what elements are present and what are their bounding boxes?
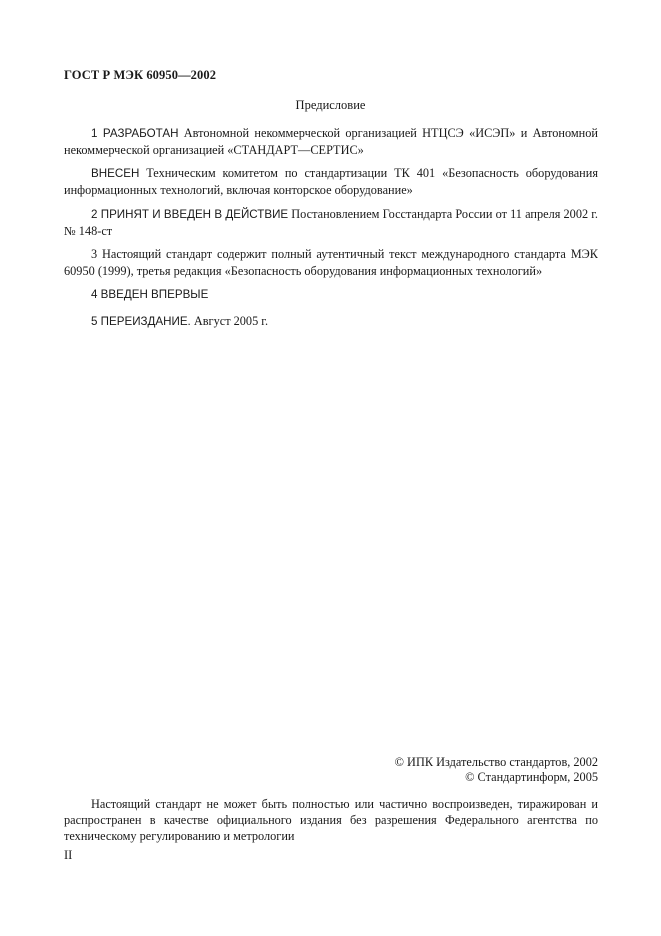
paragraph-text: Август 2005 г. — [190, 314, 269, 328]
paragraph-lead: ВНЕСЕН — [91, 167, 140, 180]
paragraph-adopted — [64, 206, 598, 239]
page-number: II — [64, 848, 73, 862]
paragraph-first-introduced — [64, 286, 598, 303]
reproduction-notice: Настоящий стандарт не может быть полностью или частично воспроизведен, тиражирован и распространен в качестве официального издания без разрешения Федерального агентства по техническому регулированию и метрологии — [64, 797, 598, 843]
copyright-line-standartinform: © Стандартинформ, 2005 — [465, 770, 598, 784]
paragraph-introduced — [64, 165, 598, 198]
paragraph-text: Постановлением Госстандарта России от 11 апреля 2002 г. № 148-ст — [64, 207, 598, 238]
paragraph-reissue — [64, 313, 598, 330]
paragraph-lead: 4 ВВЕДЕН ВПЕРВЫЕ — [91, 288, 209, 301]
copyright-line-publisher: © ИПК Издательство стандартов, 2002 — [394, 755, 598, 769]
paragraph-text: Автономной некоммерческой организацией НТЦСЭ «ИСЭП» и Автономной некоммерческой организацией «СТАНДАРТ—СЕРТИС» — [64, 126, 598, 157]
paragraph-text: 3 Настоящий стандарт содержит полный аутентичный текст международного стандарта МЭК 60950 (1999), третья редакция «Безопасность оборудования информационных технологий» — [64, 247, 598, 278]
standard-code: ГОСТ Р МЭК 60950—2002 — [64, 68, 217, 82]
paragraph-lead: 2 ПРИНЯТ И ВВЕДЕН В ДЕЙСТВИЕ — [91, 208, 289, 221]
paragraph-developed — [64, 125, 598, 158]
paragraph-lead: 1 РАЗРАБОТАН — [91, 127, 179, 140]
paragraph-lead: 5 ПЕРЕИЗДАНИЕ. — [91, 315, 191, 328]
paragraph-text: Техническим комитетом по стандартизации ТК 401 «Безопасность оборудования информационных технологий, включая конторское оборудование» — [64, 166, 598, 197]
paragraph-content — [64, 246, 598, 279]
section-title: Предисловие — [295, 98, 366, 112]
